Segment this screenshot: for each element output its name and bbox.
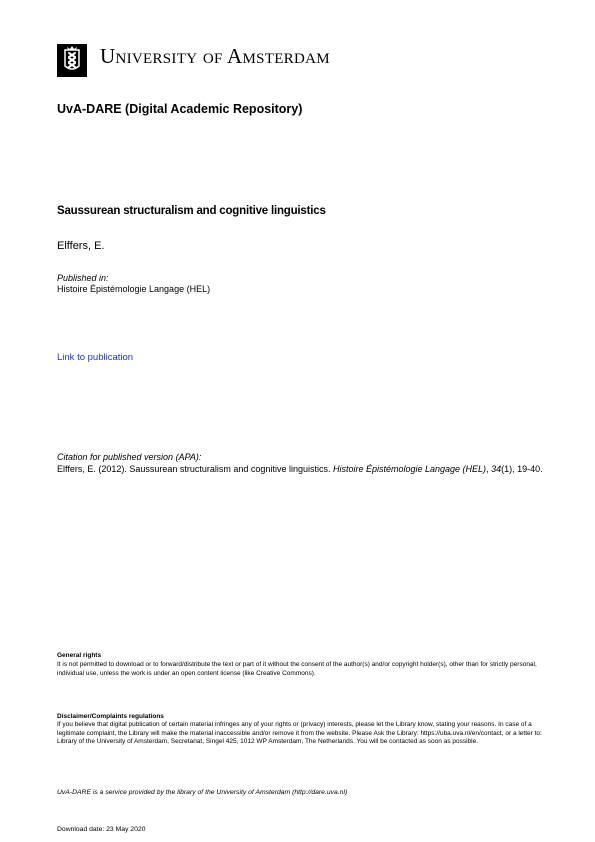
author: Elffers, E. [57, 240, 105, 252]
disclaimer-text: If you believe that digital publication of certain material infringes any of your rights or (privacy) interests, please let the Library know, stating your reasons. In case of a legitimate complaint, the Library will make the material inaccessible and/or remove it from the website. Please Ask the Library: https://uba.uva.nl/en/contact, or a letter to: Library of the University of Amsterdam, Secretariat, Singel 425, 1012 WP Amsterdam, The Netherlands. You will be contacted as soon as possible. [57, 721, 542, 745]
citation-issue-pages: (1), 19-40. [501, 464, 543, 474]
disclaimer-title: Disclaimer/Complaints regulations [57, 713, 164, 720]
citation-label: Citation for published version (APA): [57, 452, 202, 462]
general-rights-title: General rights [57, 652, 102, 659]
citation-journal: Histoire Épistémologie Langage (HEL) [332, 464, 487, 474]
published-in-label: Published in: [57, 273, 109, 283]
citation-authors-title: Elffers, E. (2012). Saussurean structuralism and cognitive linguistics. [57, 464, 333, 474]
citation-separator: , [486, 464, 492, 474]
service-note: UvA-DARE is a service provided by the library of the University of Amsterdam (http://dare.uva.nl) [57, 789, 348, 796]
general-rights-text: It is not permitted to download or to forward/distribute the text or part of it without the consent of the author(s) and/or copyright holder(s), other than for strictly personal, individual use, unless the work is under an open content license (like Creative Commons). [57, 661, 537, 677]
uva-crest-icon [57, 44, 87, 77]
published-in-value: Histoire Épistémologie Langage (HEL) [57, 284, 211, 294]
citation-text [57, 463, 547, 475]
document-title: Saussurean structuralism and cognitive linguistics [57, 205, 326, 217]
citation-volume: 34 [491, 464, 502, 474]
repository-name: UvA-DARE (Digital Academic Repository) [57, 102, 303, 116]
university-name: University of Amsterdam [100, 44, 330, 68]
download-date: Download date: 23 May 2020 [57, 826, 146, 833]
link-to-publication[interactable]: Link to publication [57, 352, 134, 363]
